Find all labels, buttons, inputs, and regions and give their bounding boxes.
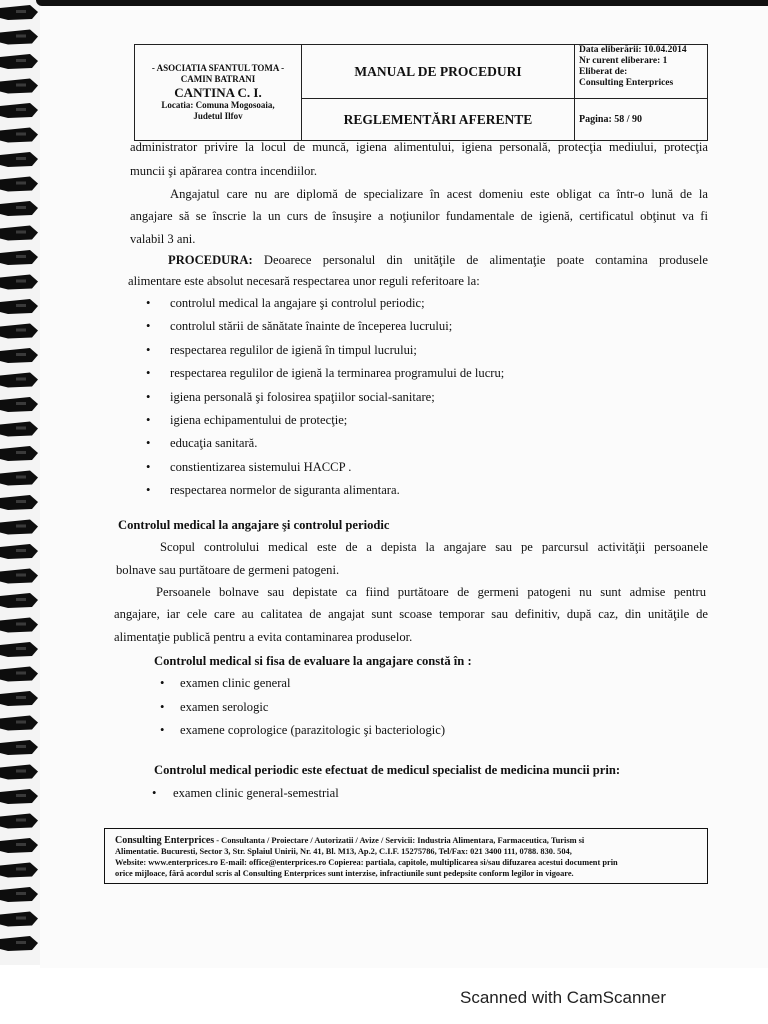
binding-coil-highlight <box>16 745 26 748</box>
binding-coil-highlight <box>16 843 26 846</box>
list-item <box>146 390 435 405</box>
list-item <box>146 343 417 358</box>
bullet-icon: • <box>160 723 165 737</box>
paragraph-2-line1: Angajatul care nu are diplomă de specializare în acest domeniu este obligat ca într-o lună de la <box>170 187 708 201</box>
org-line2: CAMIN BATRANI <box>180 74 256 84</box>
binding-coil-highlight <box>16 35 26 38</box>
binding-coil-highlight <box>16 917 26 920</box>
procedure-line1 <box>168 253 708 268</box>
procedure-text: Deoarece personalul din unităţile de alimentaţie poate contamina produsele <box>252 253 708 267</box>
bullet-icon: • <box>152 786 157 800</box>
org-name: CANTINA C. I. <box>174 85 262 100</box>
bullet-icon: • <box>146 319 151 334</box>
list-item-text: controlul stării de sănătate înainte de începerea lucrului; <box>170 319 453 334</box>
manual-title: MANUAL DE PROCEDURI <box>302 45 575 99</box>
footer-line2: Alimentatie. Bucuresti, Sector 3, Str. Splaiul Unirii, Nr. 41, Bl. M13, Ap.2, C.I.F. 15275786, Tel/Fax: 021 3400 111, 0788. 830. 504, <box>115 847 572 856</box>
binding-coil-highlight <box>16 672 26 675</box>
binding-coil-highlight <box>16 378 26 381</box>
list-item <box>160 676 290 691</box>
paragraph-2-line2: angajare să se înscrie la un curs de însuşire a noţiunilor fundamentale de igienă, certificatul obţinut va fi <box>130 209 708 223</box>
list-item-text: examene coprologice (parazitologic şi bacteriologic) <box>180 723 446 737</box>
binding-coil-highlight <box>16 500 26 503</box>
footer-brand: Consulting Enterprices <box>115 835 215 846</box>
binding-coil-highlight <box>16 402 26 405</box>
list-item <box>152 786 339 801</box>
binding-coil-highlight <box>16 451 26 454</box>
footer-line4 <box>115 868 699 879</box>
list-item-text: controlul medical la angajare şi controlul periodic; <box>170 296 425 310</box>
binding-coil-highlight <box>16 770 26 773</box>
release-date: Data eliberării: 10.04.2014 <box>579 45 687 55</box>
list-item-text: examen clinic general <box>180 676 291 690</box>
binding-coil-highlight <box>16 525 26 528</box>
heading-medical-control: Controlul medical la angajare şi controlul periodic <box>118 518 390 532</box>
org-line1: - ASOCIATIA SFANTUL TOMA - <box>151 63 285 73</box>
paragraph-4-line2: bolnave sau purtătoare de germeni patogeni. <box>116 563 340 577</box>
organization-cell <box>135 45 302 141</box>
page-info: Pagina: 58 / 90 <box>575 99 708 141</box>
list-item-text: respectarea normelor de siguranta alimentara. <box>170 483 400 498</box>
binding-coil-highlight <box>16 353 26 356</box>
list-item <box>146 366 504 381</box>
list-item-text: examen clinic general-semestrial <box>173 786 339 800</box>
footer-line1 <box>115 835 699 846</box>
bullet-icon: • <box>160 676 165 690</box>
binding-coil-highlight <box>16 696 26 699</box>
procedure-line2: alimentare este absolut necesară respectarea unor reguli referitoare la: <box>128 274 480 288</box>
binding-coil-highlight <box>16 549 26 552</box>
binding-coil-highlight <box>16 941 26 944</box>
location-line1: Locatia: Comuna Mogosoaia, <box>161 100 275 110</box>
binding-coil-highlight <box>16 10 26 13</box>
issued-by-label: Eliberat de: <box>579 67 628 77</box>
scanner-watermark: Scanned with CamScanner <box>460 988 667 1007</box>
paragraph-4-line1: Scopul controlului medical este de a depista la angajare sau pe parcursul activităţii persoanele <box>160 540 708 554</box>
binding-coil-highlight <box>16 231 26 234</box>
binding-coil-highlight <box>16 206 26 209</box>
binding-coil-highlight <box>16 598 26 601</box>
footer-copy-a: orice mijloace, fără acordul scris al <box>115 869 243 878</box>
bullet-icon: • <box>146 342 151 357</box>
section-title: REGLEMENTĂRI AFERENTE <box>302 99 575 141</box>
paragraph-1-line1: administrator privire la locul de muncă, igiena alimentului, igiena personală, protecţia mediului, protecţia <box>130 140 708 154</box>
footer-line3: Website: www.enterprices.ro E-mail: office@enterprices.ro Copierea: partiala, capitole, multiplicarea si/sau difuzarea acestui document prin <box>115 858 618 867</box>
list-item-text: respectarea regulilor de igienă în timpul lucrului; <box>170 342 417 357</box>
paragraph-5-line1: Persoanele bolnave sau depistate ca fiind purtătoare de germeni patogeni nu sunt admise pentru <box>156 585 706 599</box>
binding-coil-highlight <box>16 157 26 160</box>
list-item <box>146 296 425 311</box>
binding-coil-highlight <box>16 255 26 258</box>
binding-coil-highlight <box>16 476 26 479</box>
bullet-icon: • <box>146 296 151 310</box>
bullet-icon: • <box>146 389 151 404</box>
document-header <box>134 44 708 141</box>
spiral-binding <box>0 0 40 965</box>
release-number: Nr curent eliberare: 1 <box>579 56 668 66</box>
paragraph-5-line3: alimentaţie publică pentru a evita contaminarea produselor. <box>114 630 413 644</box>
footer-copy-b: sunt interzise, infractiunile sunt pedepsite conform legilor in vigoare. <box>325 869 574 878</box>
list-item-text: examen serologic <box>180 699 269 714</box>
binding-coil-highlight <box>16 794 26 797</box>
list-item <box>146 319 452 334</box>
binding-coil-highlight <box>16 329 26 332</box>
footer-brand-2: Consulting Enterprices <box>242 869 326 878</box>
list-item <box>146 436 257 451</box>
footer-services: - Consultanta / Proiectare / Autorizatii / Avize / Servicii: Industria Alimentara, Farmaceutica, Turism si <box>214 836 585 845</box>
paragraph-1-line2: muncii şi apărarea contra incendiilor. <box>130 164 318 178</box>
paragraph-2-line3: valabil 3 ani. <box>130 232 196 246</box>
list-item-text: constientizarea sistemului HACCP . <box>170 459 352 474</box>
list-item <box>146 460 351 475</box>
list-item <box>160 700 268 715</box>
binding-coil-highlight <box>16 59 26 62</box>
bullet-icon: • <box>146 459 151 474</box>
binding-coil-highlight <box>16 280 26 283</box>
binding-coil-highlight <box>16 133 26 136</box>
location-line2: Judetul Ilfov <box>193 111 243 121</box>
binding-coil-highlight <box>16 182 26 185</box>
bullet-icon: • <box>146 366 151 381</box>
bullet-icon: • <box>146 413 151 427</box>
issued-by: Consulting Enterprices <box>579 78 674 88</box>
binding-coil-highlight <box>16 84 26 87</box>
binding-coil-highlight <box>16 721 26 724</box>
heading-evaluation: Controlul medical si fisa de evaluare la angajare constă în : <box>154 654 472 668</box>
binding-coil-highlight <box>16 574 26 577</box>
list-item <box>146 483 400 498</box>
bullet-icon: • <box>146 483 151 498</box>
release-info-cell <box>575 45 708 99</box>
binding-coil-highlight <box>16 304 26 307</box>
binding-coil-highlight <box>16 819 26 822</box>
list-item-text: educaţia sanitară. <box>170 436 258 451</box>
binding-coil-highlight <box>16 868 26 871</box>
list-item-text: igiena echipamentului de protecţie; <box>170 413 348 427</box>
footer-notice <box>104 828 708 884</box>
page-top-edge <box>36 0 768 6</box>
binding-coil-highlight <box>16 647 26 650</box>
list-item <box>146 413 347 428</box>
binding-coil-highlight <box>16 892 26 895</box>
binding-coil-highlight <box>16 623 26 626</box>
bullet-icon: • <box>160 699 165 714</box>
procedure-label: PROCEDURA: <box>168 253 253 267</box>
list-item-text: igiena personală şi folosirea spaţiilor social-sanitare; <box>170 389 435 404</box>
binding-coil-highlight <box>16 108 26 111</box>
bullet-icon: • <box>146 436 151 451</box>
list-item <box>160 723 445 738</box>
binding-coil-highlight <box>16 427 26 430</box>
list-item-text: respectarea regulilor de igienă la terminarea programului de lucru; <box>170 366 505 381</box>
heading-periodic-control: Controlul medical periodic este efectuat de medicul specialist de medicina muncii prin: <box>154 763 621 777</box>
paragraph-5-line2: angajare, iar cele care au calitatea de angajat sunt scoase temporar sau definitiv, după caz, din unităţile de <box>114 607 708 621</box>
